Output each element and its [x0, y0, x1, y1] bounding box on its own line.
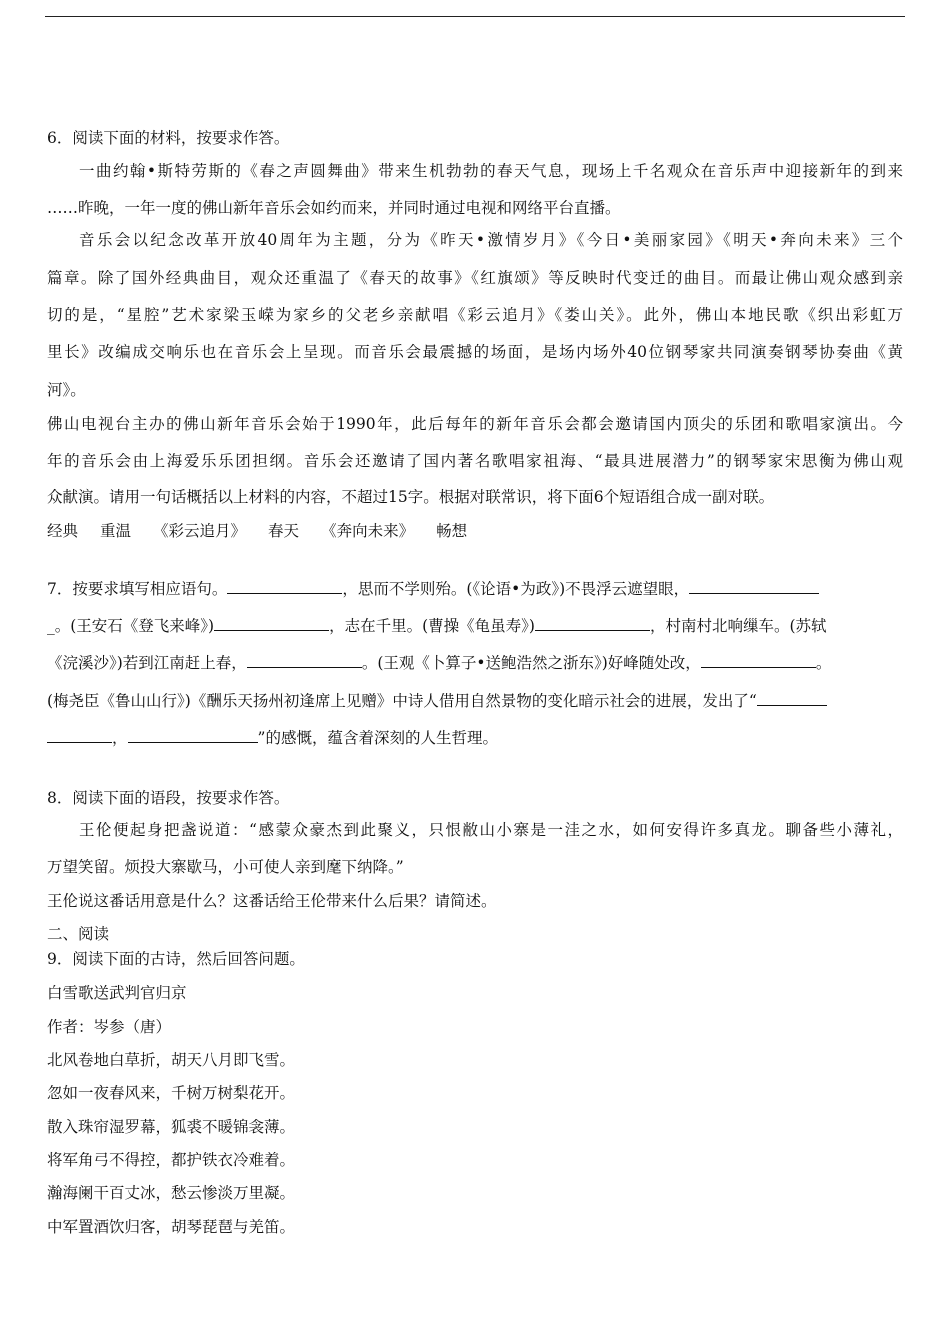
- q6-para2-line2: 篇章。除了国外经典曲目，观众还重温了《春天的故事》《红旗颂》等反映时代变迁的曲目。而最让佛山观众感到亲: [47, 269, 903, 287]
- poem-line: 将军角弓不得控，都护铁衣冷难着。: [47, 1151, 296, 1169]
- poem-title: 白雪歌送武判官归京: [47, 984, 187, 1002]
- answer-blank[interactable]: [214, 615, 329, 631]
- q6-para2-line3: 切的是，“星腔”艺术家梁玉嵘为家乡的父老乡亲献唱《彩云追月》《娄山关》。此外，佛山本地民歌《织出彩虹万: [47, 306, 903, 324]
- q7-line1: [47, 578, 903, 600]
- q7-line3: [47, 652, 903, 674]
- answer-blank[interactable]: [227, 578, 342, 594]
- poem-author: 作者：岑参（唐）: [47, 1018, 172, 1036]
- phrase: 春天: [268, 522, 300, 540]
- phrase: 畅想: [436, 522, 468, 540]
- q7-text: 。: [815, 654, 832, 672]
- q7-text: (梅尧臣《鲁山山行》)《酬乐天扬州初逢席上见赠》中诗人借用自然景物的变化暗示社会的进展，发出了“: [47, 692, 757, 710]
- poem-line: 散入珠帘湿罗幕，狐裘不暖锦衾薄。: [47, 1118, 296, 1136]
- q7-text: ”的感慨，蕴含着深刻的人生哲理。: [257, 729, 498, 747]
- q7-line5: [47, 727, 903, 749]
- q6-para3-line3: 众献演。请用一句话概括以上材料的内容，不超过15字。根据对联常识，将下面6个短语组合成一副对联。: [47, 488, 775, 506]
- q9-heading: 9．阅读下面的古诗，然后回答问题。: [47, 950, 305, 968]
- q7-line2: [47, 615, 903, 637]
- phrase: 《奔向未来》: [321, 522, 415, 540]
- phrase: 《彩云追月》: [153, 522, 247, 540]
- poem-line: 忽如一夜春风来，千树万树梨花开。: [47, 1084, 296, 1102]
- q6-para3-line2: 年的音乐会由上海爱乐乐团担纲。音乐会还邀请了国内著名歌唱家祖海、“最具进展潜力”的钢琴家宋思衡为佛山观: [47, 452, 903, 470]
- answer-blank[interactable]: [128, 727, 258, 743]
- section-heading: 二、阅读: [47, 925, 110, 943]
- answer-blank[interactable]: [247, 652, 362, 668]
- header-rule: [45, 16, 905, 17]
- q7-text: ，村南村北响缫车。(苏轼: [649, 617, 827, 635]
- q8-question: 王伦说这番话用意是什么？这番话给王伦带来什么后果？请简述。: [47, 892, 497, 910]
- answer-blank[interactable]: [689, 578, 819, 594]
- q7-text: ，思而不学则殆。(《论语•为政》)不畏浮云遮望眼，: [342, 580, 690, 598]
- q6-para2-line1: 音乐会以纪念改革开放40周年为主题，分为《昨天•激情岁月》《今日•美丽家园》《明天•奔向未来》三个: [79, 231, 903, 249]
- q6-para1-line2: ……昨晚，一年一度的佛山新年音乐会如约而来，并同时通过电视和网络平台直播。: [47, 199, 621, 217]
- q7-text: 《浣溪沙》)若到江南赶上春，: [47, 654, 247, 672]
- q8-passage-line1: 王伦便起身把盏说道：“感蒙众豪杰到此聚义，只恨敝山小寨是一洼之水，如何安得许多真龙。聊备些小薄礼，: [79, 821, 903, 839]
- q7-text: 7．按要求填写相应语句。: [47, 580, 228, 598]
- q6-phrase-list: [47, 520, 903, 542]
- poem-line: 瀚海阑干百丈冰，愁云惨淡万里凝。: [47, 1184, 296, 1202]
- q6-para3-line1: 佛山电视台主办的佛山新年音乐会始于1990年，此后每年的新年音乐会都会邀请国内顶尖的乐团和歌唱家演出。今: [47, 415, 903, 433]
- phrase: 重温: [100, 522, 132, 540]
- q8-passage-line2: 万望笑留。烦投大寨歇马，小可使人亲到麾下纳降。”: [47, 858, 404, 876]
- answer-blank[interactable]: [535, 615, 650, 631]
- q7-text: ，: [112, 729, 128, 747]
- answer-blank[interactable]: [47, 727, 112, 743]
- answer-blank[interactable]: [757, 690, 827, 706]
- q8-heading: 8．阅读下面的语段，按要求作答。: [47, 789, 290, 807]
- q7-text: ，志在千里。(曹操《龟虽寿》): [329, 617, 535, 635]
- poem-line: 北风卷地白草折，胡天八月即飞雪。: [47, 1051, 296, 1069]
- q6-para2-line5: 河》。: [47, 381, 86, 399]
- q7-text: 。(王观《卜算子•送鲍浩然之浙东》)好峰随处改，: [361, 654, 701, 672]
- q6-para1-line1: 一曲约翰•斯特劳斯的《春之声圆舞曲》带来生机勃勃的春天气息，现场上千名观众在音乐声中迎接新年的到来: [79, 162, 903, 180]
- phrase: 经典: [47, 522, 79, 540]
- poem-line: 中军置酒饮归客，胡琴琵琶与羌笛。: [47, 1218, 296, 1236]
- answer-blank[interactable]: [701, 652, 816, 668]
- q7-text: _。(王安石《登飞来峰》): [47, 617, 215, 635]
- q6-heading: 6．阅读下面的材料，按要求作答。: [47, 129, 290, 147]
- q6-para2-line4: 里长》改编成交响乐也在音乐会上呈现。而音乐会最震撼的场面，是场内场外40位钢琴家共同演奏钢琴协奏曲《黄: [47, 343, 903, 361]
- q7-line4: [47, 690, 903, 712]
